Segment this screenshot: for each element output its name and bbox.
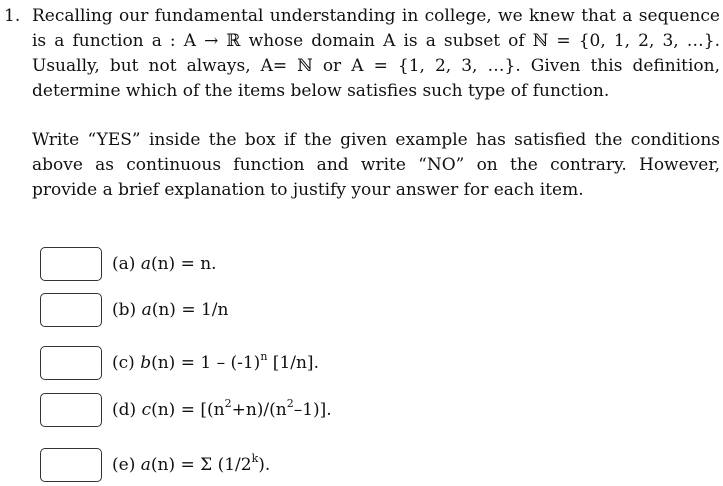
item-d-label — [112, 399, 332, 421]
item-c-expression-end: [1/n]. — [267, 353, 319, 373]
item-d-expression-mid: +n)/(n — [231, 400, 287, 420]
answer-box-c[interactable] — [40, 346, 102, 380]
item-c-function: b — [140, 353, 152, 373]
item-c-expression-start: (n) = 1 – (-1) — [151, 353, 261, 373]
item-d-exponent-2: 2 — [286, 397, 294, 411]
item-e-prefix: (e) — [112, 455, 141, 475]
answer-box-b[interactable] — [40, 293, 102, 327]
item-b-function: a — [141, 300, 152, 320]
question-instructions: Write “YES” inside the box if the given example has satisfied the conditions above as continuous function and write “NO” on the contrary. However, provide a brief explanation to justify your answer for each item. — [32, 130, 720, 200]
item-d-expression-end: –1)]. — [293, 400, 332, 420]
item-a-prefix: (a) — [112, 254, 141, 274]
answer-box-d[interactable] — [40, 393, 102, 427]
item-d — [40, 392, 332, 428]
item-d-exponent-1: 2 — [224, 397, 232, 411]
item-a-expression: (n) = n. — [150, 254, 217, 274]
item-e-exponent: k — [251, 452, 259, 466]
item-b — [40, 292, 228, 328]
item-c — [40, 345, 319, 381]
item-e-expression-end: ). — [258, 455, 271, 475]
answer-box-e[interactable] — [40, 448, 102, 482]
question-intro-row — [4, 4, 720, 104]
question-intro: Recalling our fundamental understanding in college, we knew that a sequence is a function a : A → ℝ whose domain A is a subset of ℕ = {0, 1, 2, 3, …}. Usually, but not always, A= ℕ or A = {1, 2, 3, …}. Given this definition, determine which of the items below satisfies such type of function. — [32, 6, 720, 101]
item-b-prefix: (b) — [112, 300, 142, 320]
question-1 — [4, 4, 720, 104]
item-c-prefix: (c) — [112, 353, 141, 373]
item-c-exponent: n — [260, 350, 268, 364]
item-e — [40, 447, 270, 483]
answer-box-a[interactable] — [40, 247, 102, 281]
item-d-expression-start: (n) = [(n — [151, 400, 225, 420]
item-d-prefix: (d) — [112, 400, 142, 420]
item-e-label — [112, 454, 270, 476]
question-number: 1. — [4, 6, 21, 26]
item-a-label — [112, 253, 217, 275]
item-b-label — [112, 299, 228, 321]
item-e-function: a — [140, 455, 151, 475]
item-e-expression-start: (n) = Σ (1/2 — [150, 455, 252, 475]
item-a — [40, 246, 217, 282]
item-c-label — [112, 352, 319, 374]
item-b-expression: (n) = 1/n — [151, 300, 229, 320]
item-d-function: c — [141, 400, 152, 420]
item-a-function: a — [140, 254, 151, 274]
